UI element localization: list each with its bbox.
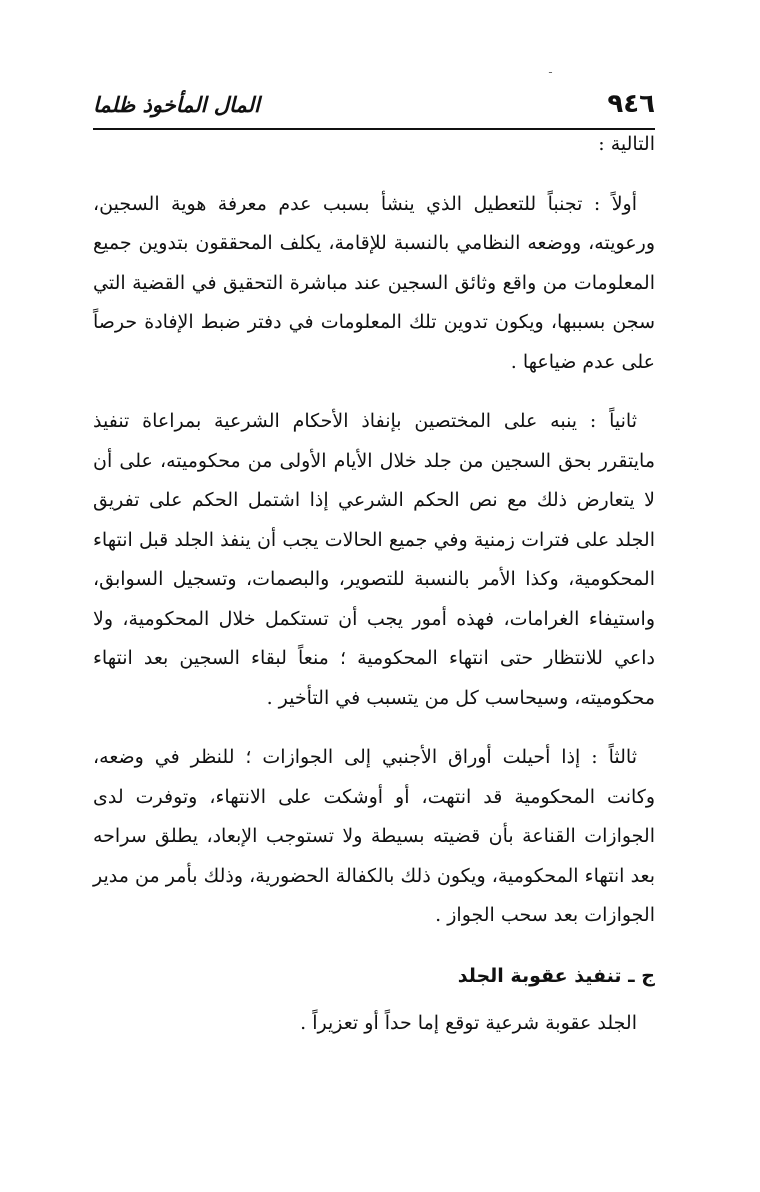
paragraph-text: ثالثاً : إذا أحيلت أوراق الأجنبي إلى الجوازات ؛ للنظر في وضعه، وكانت المحكومية قد انتهت، أو أوشكت على الانتهاء، وتوفرت لدى الجوازات القناعة بأن قضيته بسيطة ولا تستوجب الإبعاد، يطلق سراحه بعد انتهاء المحكومية، ويكون ذلك بالكفالة الحضورية، وذلك بأمر من مدير الجوازات بعد سحب الجواز . bbox=[93, 746, 655, 926]
paragraph-text: ثانياً : ينبه على المختصين بإنفاذ الأحكام الشرعية بمراعاة تنفيذ مايتقرر بحق السجين من جلد خلال الأيام الأولى من محكوميته، على أن لا يتعارض ذلك مع نص الحكم الشرعي إذا اشتمل الحكم على تفريق الجلد على فترات زمنية وفي جميع الحالات يجب أن ينفذ الجلد قبل انتهاء المحكومية، وكذا الأمر بالنسبة للتصوير، والبصمات، وتسجيل السوابق، واستيفاء الغرامات، فهذه أمور يجب أن تستكمل خلال المحكومية، ولا داعي للانتظار حتى انتهاء المحكومية ؛ منعاً لبقاء السجين بعد انتهاء محكوميته، وسيحاسب كل من يتسبب في التأخير . bbox=[93, 410, 655, 709]
intro-line: التالية : bbox=[598, 133, 655, 155]
page-number: ٩٤٦ bbox=[607, 89, 655, 119]
section-heading: ج ـ تنفيذ عقوبة الجلد bbox=[457, 964, 655, 987]
paragraph-third bbox=[93, 738, 655, 936]
body-text bbox=[93, 125, 655, 1043]
running-title: المال المأخوذ ظلما bbox=[93, 92, 260, 117]
paragraph-first bbox=[93, 185, 655, 383]
paragraph-text: أولاً : تجنباً للتعطيل الذي ينشأ بسبب عدم معرفة هوية السجين، ورعويته، ووضعه النظامي بالنسبة للإقامة، يكلف المحققون بتدوين جميع المعلومات من واقع وثائق السجين عند مباشرة التحقيق في القضية التي سجن بسببها، ويكون تدوين تلك المعلومات في دفتر ضبط الإفادة حرصاً على عدم ضياعها . bbox=[93, 192, 655, 373]
paragraph-second bbox=[93, 402, 655, 718]
section-text: الجلد عقوبة شرعية توقع إما حداً أو تعزيراً . bbox=[300, 1011, 637, 1034]
scan-speck: ـ bbox=[549, 65, 552, 76]
page-header bbox=[93, 88, 655, 128]
